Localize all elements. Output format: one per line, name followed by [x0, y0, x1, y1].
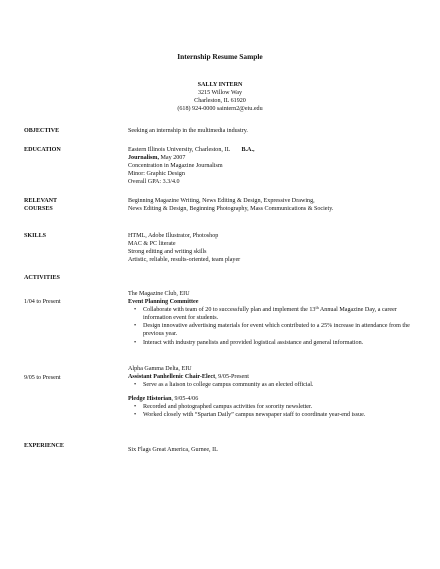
education-block — [128, 146, 418, 186]
courses-label: RELEVANT COURSES — [24, 198, 58, 213]
education-school: Eastern Illinois University, Charleston, IL B.A., — [128, 147, 255, 153]
activity-bullets — [132, 381, 418, 389]
activity-group-alpha-gamma-delta — [128, 365, 418, 420]
skill-item: Artistic, reliable, results-oriented, team player — [128, 257, 241, 264]
document-title: Internship Resume Sample — [177, 52, 263, 61]
activity-org: Alpha Gamma Delta, EIU — [128, 366, 192, 372]
city-address: Charleston, IL 61920 — [194, 98, 246, 105]
courses-block — [128, 197, 418, 213]
skill-item: MAC & PC literate — [128, 241, 176, 248]
objective-text: Seeking an internship in the multimedia industry. — [128, 128, 248, 134]
activity-bullet: • Serve as a liaison to college campus community as an elected official. — [132, 381, 418, 389]
courses-line: News Editing & Design, Beginning Photography, Mass Communications & Society. — [128, 206, 334, 213]
activities-label: ACTIVITIES — [24, 275, 60, 281]
activity-bullet: • Interact with industry panelists and provided logistical assistance and general information. — [132, 339, 418, 347]
activity-org: The Magazine Club, EIU — [128, 291, 190, 297]
education-label: EDUCATION — [24, 147, 61, 153]
activity-bullets — [132, 306, 418, 346]
activity-group-magazine-club — [128, 290, 418, 347]
activity-role-line: Pledge Historian, 9/05-4/06 — [128, 396, 199, 403]
activity-date: 1/04 to Present — [24, 299, 61, 305]
education-concentration: Concentration in Magazine Journalism — [128, 163, 223, 170]
skills-block — [128, 232, 418, 264]
phone-email: (618) 924-0000 saintern2@eiu.edu — [177, 106, 263, 113]
activity-role: Event Planning Committee — [128, 299, 199, 306]
activity-bullet: • Design innovative advertising materials for event which contributed to a 25% increase in attendance from the previous year. — [132, 322, 418, 338]
activity-role-line: Assistant Panhellenic Chair-Elect, 9/05-Present — [128, 374, 249, 381]
education-major: Journalism, May 2007 — [128, 155, 186, 162]
activity-bullet: • Recorded and photographed campus activities for sorority newsletter. — [132, 403, 418, 411]
activity-date: 9/05 to Present — [24, 375, 61, 381]
skill-item: HTML, Adobe Illustrator, Photoshop — [128, 233, 219, 239]
experience-text: Six Flags Great America, Gurnee, IL — [128, 447, 218, 453]
activity-bullet: • Collaborate with team of 20 to successfully plan and implement the 13th Annual Magazine Day, a career information event for students. — [132, 306, 418, 322]
skills-label: SKILLS — [24, 233, 47, 239]
objective-label: OBJECTIVE — [24, 128, 60, 134]
courses-line: Beginning Magazine Writing, News Editing & Design, Expressive Drawing, — [128, 198, 315, 204]
applicant-name: SALLY INTERN — [197, 82, 243, 88]
experience-label: EXPERIENCE — [24, 443, 64, 449]
education-gpa: Overall GPA: 3.3/4.0 — [128, 179, 180, 186]
degree: B.A., — [241, 147, 255, 153]
education-minor: Minor: Graphic Design — [128, 171, 185, 178]
skill-item: Strong editing and writing skills — [128, 249, 207, 256]
contact-header — [0, 81, 440, 113]
activity-bullets — [132, 403, 418, 419]
activity-bullet: • Worked closely with “Spartan Daily” campus newspaper staff to coordinate year-end issue. — [132, 411, 418, 419]
street-address: 3215 Willow Way — [197, 90, 243, 97]
